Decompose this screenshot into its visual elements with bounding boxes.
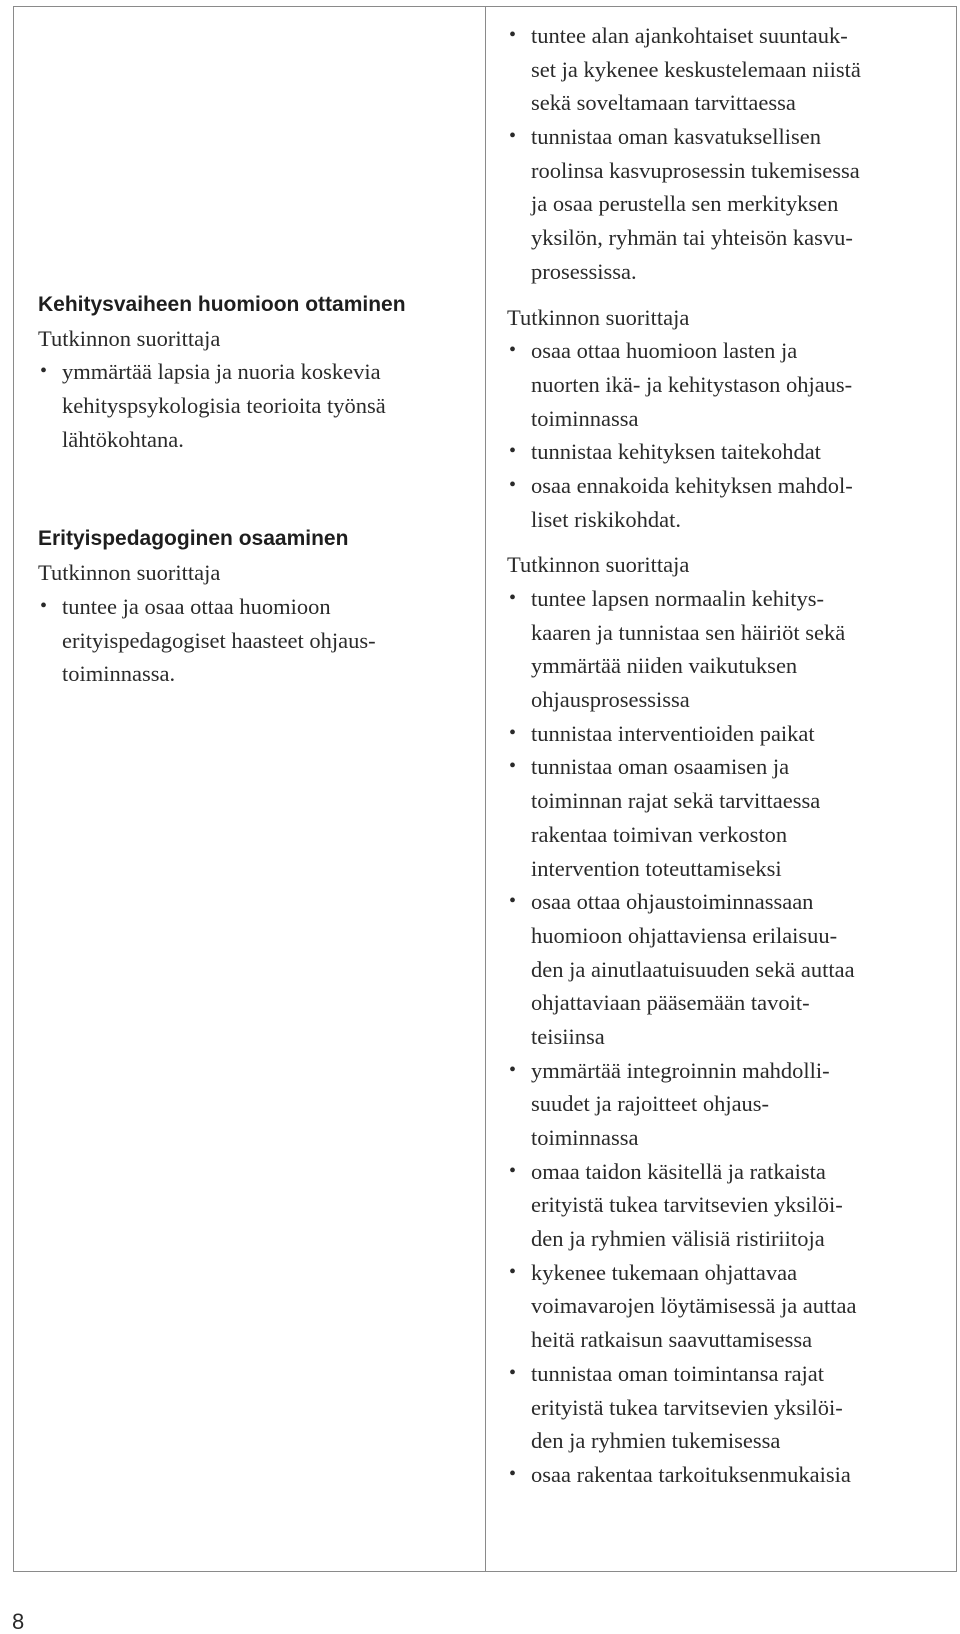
bullet-line (507, 1357, 947, 1391)
bullet-continuation-line-text: yksilön, ryhmän tai yhteisön kasvu- (531, 225, 853, 251)
section-lead (507, 301, 947, 335)
bullet-continuation-line (507, 86, 947, 120)
bullet-item (507, 750, 947, 885)
bullet-dot-icon: • (509, 1361, 517, 1384)
bullet-item (507, 582, 947, 717)
section-lead (507, 548, 947, 582)
bullet-continuation-line-text: huomioon ohjattaviensa erilaisuu- (531, 922, 838, 948)
bullet-continuation-line (507, 953, 947, 987)
bullet-line-text: osaa ottaa huomioon lasten ja (531, 338, 798, 364)
bullet-continuation-line (507, 1121, 947, 1155)
bullet-continuation-line (507, 919, 947, 953)
bullet-item (507, 435, 947, 469)
bullet-item (507, 1256, 947, 1357)
bullet-continuation-line (38, 423, 478, 457)
bullet-line-text: tuntee lapsen normaalin kehitys- (531, 586, 825, 611)
bullet-item (507, 334, 947, 435)
bullet-item (38, 590, 478, 691)
bullet-continuation-line (507, 818, 947, 852)
bullet-item (507, 885, 947, 1053)
bullet-continuation-line (507, 187, 947, 221)
bullet-dot-icon: • (509, 755, 517, 778)
bullet-dot-icon: • (509, 473, 517, 496)
bullet-continuation-line-text: erityispedagogiset haasteet ohjaus- (62, 627, 376, 653)
bullet-line (507, 1256, 947, 1290)
right-section (507, 301, 947, 537)
bullet-item (507, 19, 947, 120)
bullet-continuation-line-text: ohjausprosessissa (531, 687, 690, 713)
bullet-item (507, 717, 947, 751)
bullet-continuation-line-text: lähtökohtana. (62, 426, 184, 452)
bullet-continuation-line-text: roolinsa kasvuprosessin tukemisessa (531, 157, 860, 183)
bullet-continuation-line (507, 221, 947, 255)
bullet-continuation-line (507, 1087, 947, 1121)
section-lead-text: Tutkinnon suorittaja (38, 560, 221, 586)
bullet-continuation-line (507, 1222, 947, 1256)
bullet-continuation-line-text: den ja ainutlaatuisuuden sekä auttaa (531, 956, 855, 982)
section-lead (38, 556, 478, 590)
bullet-continuation-line-text: intervention toteuttamiseksi (531, 855, 782, 881)
bullet-line-text: tunnistaa oman osaamisen ja (531, 754, 790, 780)
bullet-continuation-line-text: prosessissa. (531, 258, 637, 284)
bullet-continuation-line (507, 784, 947, 818)
bullet-continuation-line-text: heitä ratkaisun saavuttamisessa (531, 1327, 813, 1353)
bullet-continuation-line-text: toiminnassa (531, 405, 639, 431)
bullet-line-text: osaa ennakoida kehityksen mahdol- (531, 472, 853, 498)
bullet-continuation-line (507, 503, 947, 537)
bullet-dot-icon: • (509, 1462, 517, 1485)
bullet-line-text: ymmärtää integroinnin mahdolli- (531, 1057, 830, 1083)
bullet-continuation-line-text: ja osaa perustella sen merkityksen (531, 191, 839, 217)
bullet-line-text: tunnistaa kehityksen taitekohdat (531, 439, 821, 465)
bullet-dot-icon: • (509, 339, 517, 362)
bullet-item (507, 1357, 947, 1458)
bullet-line-text: tunnistaa oman kasvatuksellisen (531, 124, 821, 150)
bullet-line-text: tunnistaa interventioiden paikat (531, 720, 815, 746)
bullet-continuation-line-text: ohjattaviaan pääsemään tavoit- (531, 990, 810, 1016)
bullet-continuation-line (507, 53, 947, 87)
bullet-continuation-line (507, 368, 947, 402)
bullet-continuation-line (507, 852, 947, 886)
section-lead-text: Tutkinnon suorittaja (507, 304, 690, 330)
section-heading-text: Erityispedagoginen osaaminen (38, 527, 349, 551)
bullet-item (38, 355, 478, 456)
section-lead-text: Tutkinnon suorittaja (507, 552, 690, 578)
bullet-dot-icon: • (509, 721, 517, 744)
bullet-continuation-line (507, 1289, 947, 1323)
bullet-item (507, 1458, 947, 1492)
bullet-continuation-line-text: set ja kykenee keskustelemaan niistä (531, 56, 861, 82)
bullet-dot-icon: • (509, 24, 517, 46)
bullet-continuation-line-text: ymmärtää niiden vaikutuksen (531, 653, 798, 679)
bullet-line-text: ymmärtää lapsia ja nuoria koskevia (62, 359, 381, 385)
bullet-dot-icon: • (40, 360, 48, 383)
bullet-item (507, 469, 947, 536)
bullet-dot-icon: • (509, 1260, 517, 1283)
bullet-dot-icon: • (509, 125, 517, 148)
bullet-continuation-line-text: toiminnan rajat sekä tarvittaessa (531, 788, 821, 814)
bullet-continuation-line-text: toiminnassa (531, 1125, 639, 1150)
bullet-line-text: osaa rakentaa tarkoituksenmukaisia (531, 1461, 851, 1487)
bullet-line (507, 435, 947, 469)
section-heading (38, 288, 478, 322)
bullet-continuation-line-text: sekä soveltamaan tarvittaessa (531, 90, 796, 116)
bullet-continuation-line-text: den ja ryhmien välisiä ristiriitoja (531, 1226, 825, 1252)
bullet-item (507, 1155, 947, 1256)
bullet-continuation-line (507, 402, 947, 436)
bullet-dot-icon: • (509, 587, 517, 609)
right-intro-list (507, 19, 947, 289)
bullet-line-text: tuntee alan ajankohtaiset suuntauk- (531, 23, 848, 48)
bullet-continuation-line (38, 657, 478, 691)
bullet-line (38, 355, 478, 389)
bullet-continuation-line (507, 154, 947, 188)
bullet-line (507, 885, 947, 919)
bullet-continuation-line (507, 1424, 947, 1458)
bullet-continuation-line (507, 1188, 947, 1222)
bullet-continuation-line (507, 1391, 947, 1425)
bullet-line-text: tunnistaa oman toimintansa rajat (531, 1360, 825, 1386)
bullet-continuation-line (507, 1020, 947, 1054)
section-gap (38, 456, 478, 522)
bullet-line (507, 469, 947, 503)
bullet-line (38, 590, 478, 624)
section-heading (38, 522, 478, 556)
right-column (507, 19, 947, 1492)
bullet-item (507, 1054, 947, 1155)
page-number: 8 (12, 1609, 25, 1634)
bullet-continuation-line-text: den ja ryhmien tukemisessa (531, 1428, 781, 1454)
bullet-line-text: omaa taidon käsitellä ja ratkaista (531, 1158, 826, 1184)
bullet-continuation-line (507, 616, 947, 650)
bullet-continuation-line-text: kaaren ja tunnistaa sen häiriöt sekä (531, 619, 846, 645)
bullet-line-text: kykenee tukemaan ohjattavaa (531, 1259, 798, 1285)
bullet-continuation-line-text: voimavarojen löytämisessä ja auttaa (531, 1293, 857, 1319)
left-section (38, 288, 478, 456)
left-section (38, 522, 478, 690)
bullet-continuation-line-text: rakentaa toimivan verkoston (531, 821, 788, 847)
bullet-continuation-line (38, 389, 478, 423)
bullet-dot-icon: • (509, 440, 517, 463)
section-lead (38, 322, 478, 356)
bullet-dot-icon: • (509, 890, 517, 913)
section-heading-text: Kehitysvaiheen huomioon ottaminen (38, 293, 406, 316)
bullet-continuation-line-text: suudet ja rajoitteet ohjaus- (531, 1091, 770, 1117)
bullet-continuation-line (507, 255, 947, 289)
bullet-continuation-line-text: liset riskikohdat. (531, 506, 681, 532)
bullet-line (507, 582, 947, 616)
bullet-line (507, 1458, 947, 1492)
bullet-continuation-line (507, 1323, 947, 1357)
left-column (38, 288, 478, 691)
bullet-line (507, 1155, 947, 1189)
bullet-dot-icon: • (40, 594, 48, 617)
bullet-dot-icon: • (509, 1159, 517, 1182)
bullet-continuation-line-text: kehityspsykologisia teorioita työnsä (62, 393, 386, 419)
bullet-line (507, 334, 947, 368)
bullet-continuation-line (507, 986, 947, 1020)
bullet-line-text: tuntee ja osaa ottaa huomioon (62, 593, 331, 619)
bullet-continuation-line-text: teisiinsa (531, 1023, 605, 1049)
bullet-continuation-line (507, 649, 947, 683)
bullet-line (507, 717, 947, 751)
bullet-continuation-line-text: nuorten ikä- ja kehitystason ohjaus- (531, 371, 853, 397)
column-divider (485, 6, 486, 1572)
bullet-continuation-line (507, 683, 947, 717)
bullet-continuation-line-text: erityistä tukea tarvitsevien yksilöi- (531, 1192, 843, 1218)
bullet-line-text: osaa ottaa ohjaustoiminnassaan (531, 889, 814, 915)
section-lead-text: Tutkinnon suorittaja (38, 325, 221, 351)
bullet-line (507, 750, 947, 784)
bullet-line (507, 19, 947, 53)
bullet-line (507, 120, 947, 154)
bullet-dot-icon: • (509, 1058, 517, 1081)
bullet-line (507, 1054, 947, 1088)
bullet-continuation-line-text: toiminnassa. (62, 661, 176, 687)
bullet-continuation-line-text: erityistä tukea tarvitsevien yksilöi- (531, 1394, 843, 1420)
right-section (507, 548, 947, 1491)
bullet-item (507, 120, 947, 288)
bullet-continuation-line (38, 624, 478, 658)
